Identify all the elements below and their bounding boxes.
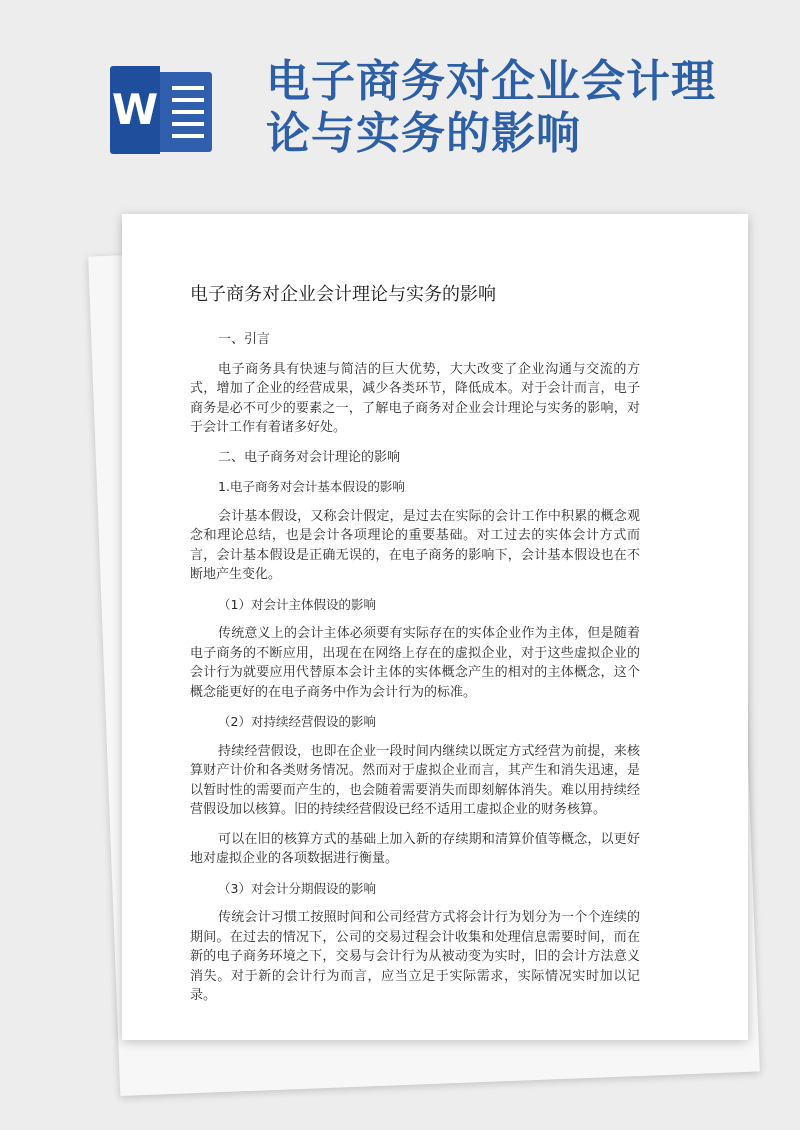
section-heading: 1.电子商务对会计基本假设的影响 [218,479,405,494]
body-paragraph: 持续经营假设，也即在企业一段时间内继续以既定方式经营为前提，来核算财产计价和各类财务情况。然而对于虚拟企业而言，其产生和消失迅速，是以暂时性的需要而产生的，也会随着需要消失而即刻解体消失。难以用持续经营假设加以核算。旧的持续经营假设已经不适用工虚拟企业的财务核算。 [190,743,640,817]
section-heading: 二、电子商务对会计理论的影响 [218,449,401,465]
word-app-icon [108,66,216,156]
word-letter-logo: W [110,66,160,154]
section-heading: （2）对持续经营假设的影响 [218,714,376,729]
body-paragraph: 传统意义上的会计主体必须要有实际存在的实体企业作为主体，但是随着电子商务的不断应用，出现在在网络上存在的虚拟企业，对于这些虚拟企业的会计行为就要应用代替原本会计主体的实体概念产生的相对的主体概念，这个概念能更好的在电子商务中作为会计行为的标准。 [190,626,640,700]
body-paragraph: 传统会计习惯工按照时间和公司经营方式将会计行为划分为一个个连续的期间。在过去的情况下，公司的交易过程会计收集和处理信息需要时间，而在新的电子商务环境之下，交易与会计行为从被动变为实时，旧的会计方法意义消失。对于新的会计行为而言，应当立足于实际需求，实际情况实时加以记录。 [190,910,640,1003]
watermark [33,148,60,178]
section-heading: 一、引言 [218,332,271,347]
body-paragraph: 可以在旧的核算方式的基础上加入新的存续期和清算价值等概念，以更好地对虚拟企业的各项数据进行衡量。 [190,831,640,866]
document-body [190,330,640,1016]
body-paragraph: 电子商务具有快速与简洁的巨大优势，大大改变了企业沟通与交流的方式，增加了企业的经营成果，减少各类环节，降低成本。对于会计而言，电子商务是必不可少的要素之一，了解电子商务对企业会计理论与实务的影响，对于会计工作有着诸多好处。 [190,361,640,435]
section-heading: （1）对会计主体假设的影响 [218,596,376,612]
document-title: 电子商务对企业会计理论与实务的影响 [190,284,496,305]
banner-title: 电子商务对企业会计理论与实务的影响 [266,56,716,159]
body-paragraph: 会计基本假设，又称会计假定，是过去在实际的会计工作中积累的概念观念和理论总结，也是会计各项理论的重要基础。对工过去的实体会计方式而言，会计基本假设是正确无误的，在电子商务的影响下，会计基本假设也在不断地产生变化。 [190,508,640,582]
section-heading: （3）对会计分期假设的影响 [218,880,376,896]
